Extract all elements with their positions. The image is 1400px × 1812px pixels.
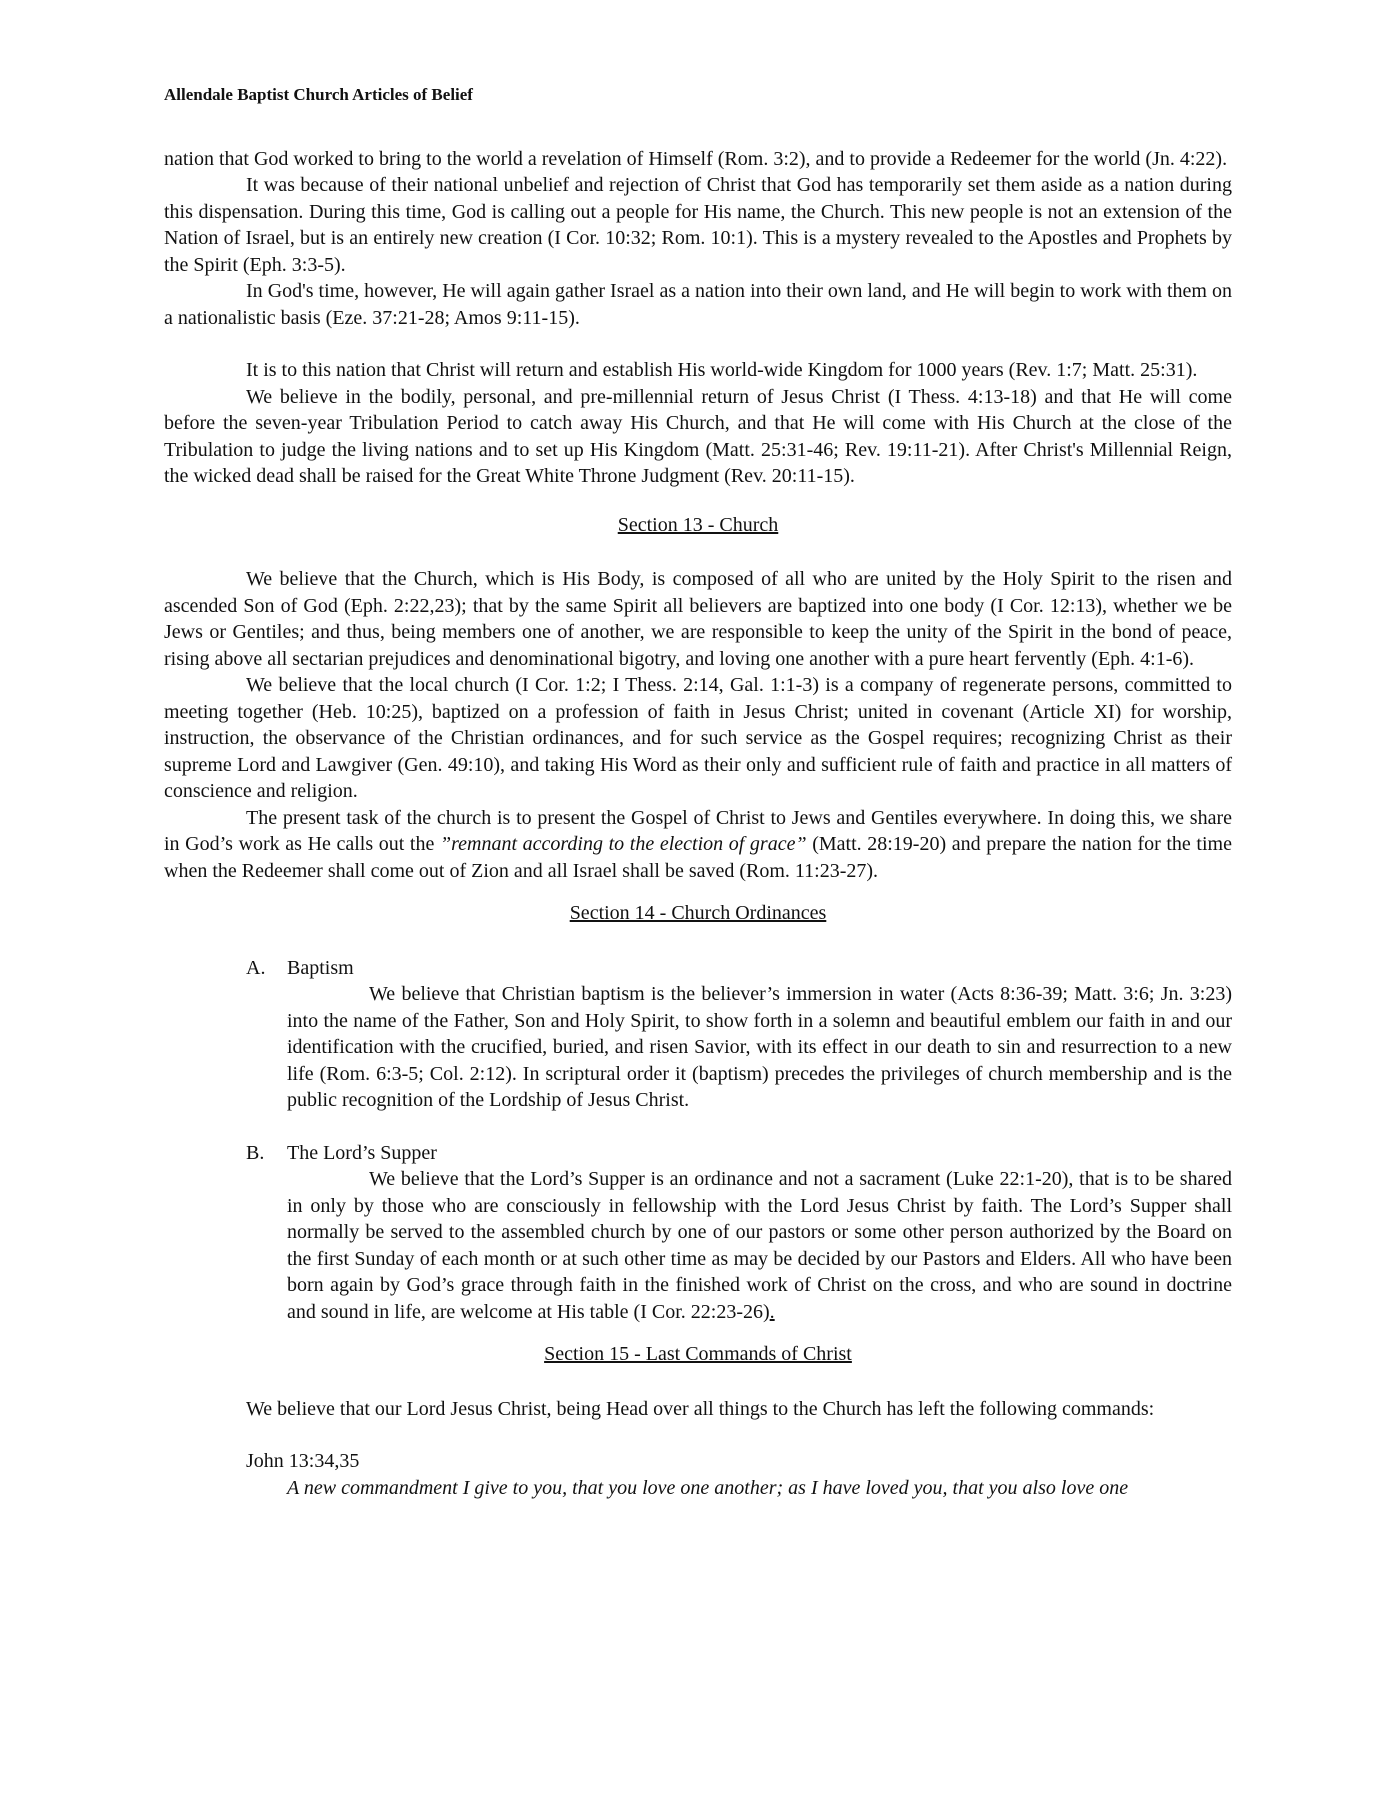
- paragraph-gap: [164, 1114, 1232, 1140]
- ordinance-item-baptism: [246, 955, 1232, 1114]
- section-13-paragraph-2: We believe that the local church (I Cor. 1:2; I Thess. 2:14, Gal. 1:1-3) is a company of regenerate persons, committed to meeting together (Heb. 10:25), baptized on a profession of faith in Jesus Christ; united in covenant (Article XI) for worship, instruction, the observance of the Christian ordinances, and for such service as the Gospel requires; recognizing Christ as their supreme Lord and Lawgiver (Gen. 49:10), and taking His Word as their only and sufficient rule of faith and practice in all matters of conscience and religion.: [164, 674, 1232, 802]
- section-15-title: Section 15 - Last Commands of Christ: [544, 1343, 852, 1365]
- paragraph-gap: [164, 331, 1232, 357]
- verse-reference: John 13:34,35: [246, 1450, 360, 1472]
- section-13-heading: [164, 512, 1232, 539]
- verse-text: A new commandment I give to you, that you love one another; as I have loved you, that you also love one: [287, 1476, 1129, 1499]
- section-13-title: Section 13 - Church: [617, 513, 779, 536]
- ordinance-text: [287, 1166, 1232, 1325]
- ordinance-text-end: .: [769, 1300, 775, 1323]
- section-13-paragraph-1: We believe that the Church, which is His Body, is composed of all who are united by the Holy Spirit to the risen and ascended Son of God (Eph. 2:22,23); that by the same Spirit all believers are baptized into one body (I Cor. 12:13), whether we be Jews or Gentiles; and thus, being members one of another, we are responsible to keep the unity of the Spirit in the bond of peace, rising above all sectarian prejudices and denominational bigotry, and loving one another with a pure heart fervently (Eph. 4:1-6).: [164, 568, 1232, 670]
- section-13-p3-end: (Matt. 28:19-20) and prepare the nation for the time when the Redeemer shall come out of Zion and all Israel shall be saved (Rom. 11:23-27).: [164, 833, 1232, 882]
- ordinance-title: Baptism: [287, 956, 354, 979]
- section-13-p3-start: The present task of the church is to present the Gospel of Christ to Jews and Gentiles everywhere. In doing this, we share in God’s work as He calls out the: [164, 806, 1232, 855]
- list-letter: B.: [246, 1141, 265, 1164]
- intro-paragraph-2: It was because of their national unbelief and rejection of Christ that God has temporarily set them aside as a nation during this dispensation. During this time, God is calling out a people for His name, the Church. This new people is not an extension of the Nation of Israel, but is an entirely new creation (I Cor. 10:32; Rom. 10:1). This is a mystery revealed to the Apostles and Prophets by the Spirit (Eph. 3:3-5).: [164, 174, 1232, 276]
- section-14-title: Section 14 - Church Ordinances: [569, 902, 827, 924]
- ordinance-text: We believe that Christian baptism is the believer’s immersion in water (Acts 8:36-39; Matt. 3:6; Jn. 3:23) into the name of the Father, Son and Holy Spirit, to show forth in a solemn and beautiful emblem our faith in and our identification with the crucified, buried, and risen Savior, with its effect in our death to sin and resurrection to a new life (Rom. 6:3-5; Col. 2:12). In scriptural order it (baptism) precedes the privileges of church membership and is the public recognition of the Lordship of Jesus Christ.: [287, 983, 1232, 1111]
- intro-paragraph-1: nation that God worked to bring to the world a revelation of Himself (Rom. 3:2), and to provide a Redeemer for the world (Jn. 4:22).: [164, 147, 1228, 170]
- ordinance-title: The Lord’s Supper: [287, 1141, 437, 1164]
- section-13-paragraph-3: [164, 805, 1232, 885]
- section-15-heading: [164, 1341, 1232, 1368]
- document-header: Allendale Baptist Church Articles of Belief: [164, 85, 473, 104]
- list-letter: A.: [246, 956, 266, 979]
- section-14-heading: [164, 900, 1232, 927]
- ordinance-text-main: We believe that the Lord’s Supper is an ordinance and not a sacrament (Luke 22:1-20), that is to be shared in only by those who are consciously in fellowship with the Lord Jesus Christ by faith. The Lord’s Supper shall normally be served to the assembled church by one of our pastors or some other person authorized by the Board on the first Sunday of each month or at such other time as may be decided by our Pastors and Elders. All who have been born again by God’s grace through faith in the finished work of Christ on the cross, and who are sound in doctrine and sound in life, are welcome at His table (I Cor. 22:23-26): [287, 1168, 1232, 1323]
- intro-paragraph-4: It is to this nation that Christ will return and establish His world-wide Kingdom for 1000 years (Rev. 1:7; Matt. 25:31).: [246, 359, 1198, 381]
- intro-paragraph-5: We believe in the bodily, personal, and pre-millennial return of Jesus Christ (I Thess. 4:13-18) and that He will come before the seven-year Tribulation Period to catch away His Church, and that He will come with His Church at the close of the Tribulation to judge the living nations and to set up His Kingdom (Matt. 25:31-46; Rev. 19:11-21). After Christ's Millennial Reign, the wicked dead shall be raised for the Great White Throne Judgment (Rev. 20:11-15).: [164, 385, 1232, 487]
- section-15-paragraph-1: We believe that our Lord Jesus Christ, being Head over all things to the Church has left the following commands:: [246, 1397, 1155, 1420]
- document-page: [164, 82, 1232, 1501]
- section-13-p3-quote: ”remnant according to the election of grace”: [439, 833, 807, 855]
- ordinance-item-lords-supper: [246, 1140, 1232, 1326]
- intro-paragraph-3: In God's time, however, He will again gather Israel as a nation into their own land, and He will begin to work with them on a nationalistic basis (Eze. 37:21-28; Amos 9:11-15).: [164, 280, 1232, 329]
